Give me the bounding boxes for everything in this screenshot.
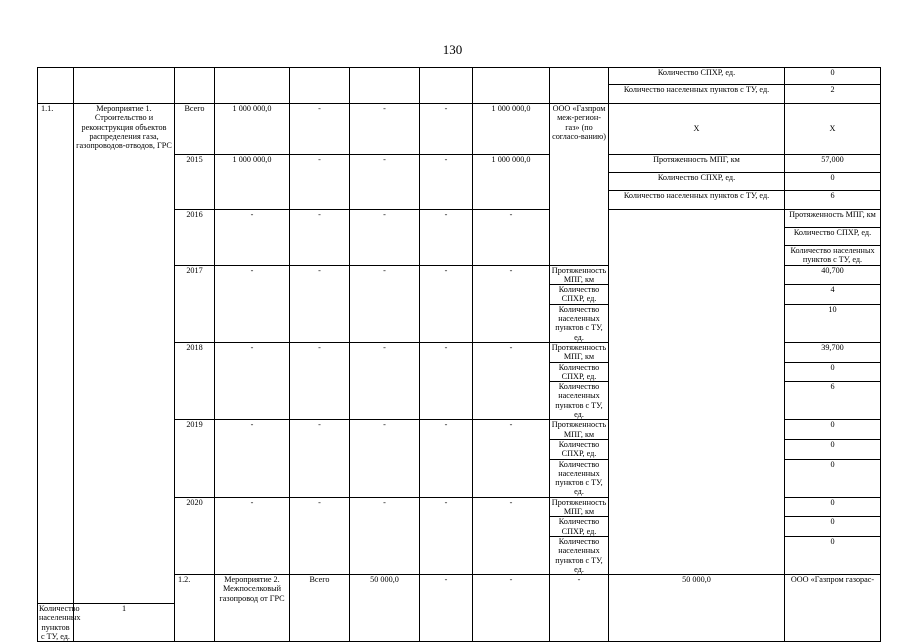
indicator-label: Количество населенных пунктов с ТУ, ед. [550,536,609,574]
indicator-value: 39,700 [785,342,881,362]
indicator-value: 6 [785,382,881,420]
table-body [38,68,881,642]
value-cell: - [350,210,420,266]
indicator-value: 0 [785,459,881,497]
value-cell: - [350,155,420,210]
value-cell: - [420,104,473,155]
amount-cell: 1 000 000,0 [473,104,550,155]
indicator-label: Протяженность МПГ, км [785,210,881,228]
amount-cell: 1 000 000,0 [215,155,290,210]
year-cell: 2018 [175,342,215,419]
value-cell: - [290,104,350,155]
indicator-value: 0 [785,173,881,191]
cell-empty [38,68,74,104]
cell-empty [420,68,473,104]
executor-cell: ООО «Газпром меж-регион-газ» (по согласо-ванию) [550,104,609,266]
cell-empty [175,68,215,104]
indicator-value: 0 [785,362,881,382]
period-cell: Всего [290,575,350,642]
indicator-label: Количество СПХР, ед. [785,228,881,246]
indicator-value: 0 [785,420,881,440]
value-cell: - [550,575,609,642]
value-cell: - [290,155,350,210]
indicator-label: Количество СПХР, ед. [550,439,609,459]
value-cell: - [420,342,473,419]
value-cell: - [473,575,550,642]
value-cell: - [350,497,420,574]
value-cell: - [420,155,473,210]
value-cell: - [290,210,350,266]
year-cell: 2015 [175,155,215,210]
value-cell: - [350,265,420,342]
executor-cell: ООО «Газпром газорас- [785,575,881,642]
indicator-value: 10 [785,304,881,342]
indicator-value: 0 [785,536,881,574]
value-cell: - [420,420,473,497]
amount-cell: 1 000 000,0 [473,155,550,210]
indicator-label: Протяженность МПГ, км [550,342,609,362]
amount-cell: - [473,210,550,266]
amount-cell: 1 000 000,0 [215,104,290,155]
measure-name: Мероприятие 1. Строительство и реконструкция объектов распределения газа, газопроводов-отводов, ГРС [74,104,175,604]
executor-cell [609,210,785,575]
amount-cell: 50 000,0 [350,575,420,642]
cell-empty [350,68,420,104]
indicator-value: 1 [74,603,175,641]
value-cell: - [350,104,420,155]
cell-empty [290,68,350,104]
indicator-value: 57,000 [785,155,881,173]
indicator-label: Количество населенных пунктов с ТУ, ед. [609,85,785,104]
amount-cell: - [215,420,290,497]
year-cell: 2019 [175,420,215,497]
table-row [38,104,881,155]
indicator-value: 0 [785,497,881,517]
year-cell: 2016 [175,210,215,266]
indicator-label: Протяженность МПГ, км [550,265,609,285]
program-table [37,67,880,642]
value-cell: - [290,342,350,419]
indicator-value: 0 [785,439,881,459]
indicator-label: Количество населенных пунктов с ТУ, ед. [550,459,609,497]
indicator-label: Количество СПХР, ед. [550,362,609,382]
table-row [38,68,881,85]
measure-number: 1.1. [38,104,74,604]
cell-empty [473,68,550,104]
value-cell: - [420,210,473,266]
indicator-label: Протяженность МПГ, км [550,420,609,440]
indicator-label: Протяженность МПГ, км [609,155,785,173]
amount-cell: - [473,420,550,497]
indicator-value: 4 [785,285,881,305]
amount-cell: - [215,497,290,574]
indicator-value: 6 [785,191,881,210]
indicator-value: 0 [785,517,881,537]
year-cell: 2017 [175,265,215,342]
indicator-label: Количество СПХР, ед. [609,173,785,191]
cell-empty [550,68,609,104]
period-cell: Всего [175,104,215,155]
indicator-label: Количество населенных пунктов с ТУ, ед. [550,304,609,342]
value-cell: - [350,342,420,419]
year-cell: 2020 [175,497,215,574]
amount-cell: - [473,497,550,574]
indicator-label: X [609,104,785,155]
indicator-value: 40,700 [785,265,881,285]
amount-cell: - [473,342,550,419]
indicator-value: 0 [785,68,881,85]
amount-cell: - [473,265,550,342]
indicator-label: Количество населенных пунктов с ТУ, ед. [609,191,785,210]
value-cell: - [350,420,420,497]
indicator-label: Протяженность МПГ, км [550,497,609,517]
indicator-label: Количество населенных пунктов с ТУ, ед. [550,382,609,420]
indicator-value: X [785,104,881,155]
page-number: 130 [442,42,463,57]
indicator-label: Количество населенных пунктов с ТУ, ед. [39,603,81,641]
value-cell: - [290,497,350,574]
value-cell: - [420,265,473,342]
measure-name: Мероприятие 2. Межпоселковый газопровод от ГРС [215,575,290,642]
amount-cell: 50 000,0 [609,575,785,642]
measure-number: 1.2. [175,575,215,642]
amount-cell: - [215,342,290,419]
indicator-label: Количество СПХР, ед. [609,68,785,85]
value-cell: - [420,497,473,574]
value-cell: - [290,265,350,342]
indicator-value: 2 [785,85,881,104]
value-cell: - [420,575,473,642]
cell-empty [215,68,290,104]
indicator-label: Количество СПХР, ед. [550,285,609,305]
value-cell: - [290,420,350,497]
indicator-label: Количество СПХР, ед. [550,517,609,537]
amount-cell: - [215,265,290,342]
amount-cell: - [215,210,290,266]
cell-empty [74,68,175,104]
indicator-label: Количество населенных пунктов с ТУ, ед. [785,246,881,266]
